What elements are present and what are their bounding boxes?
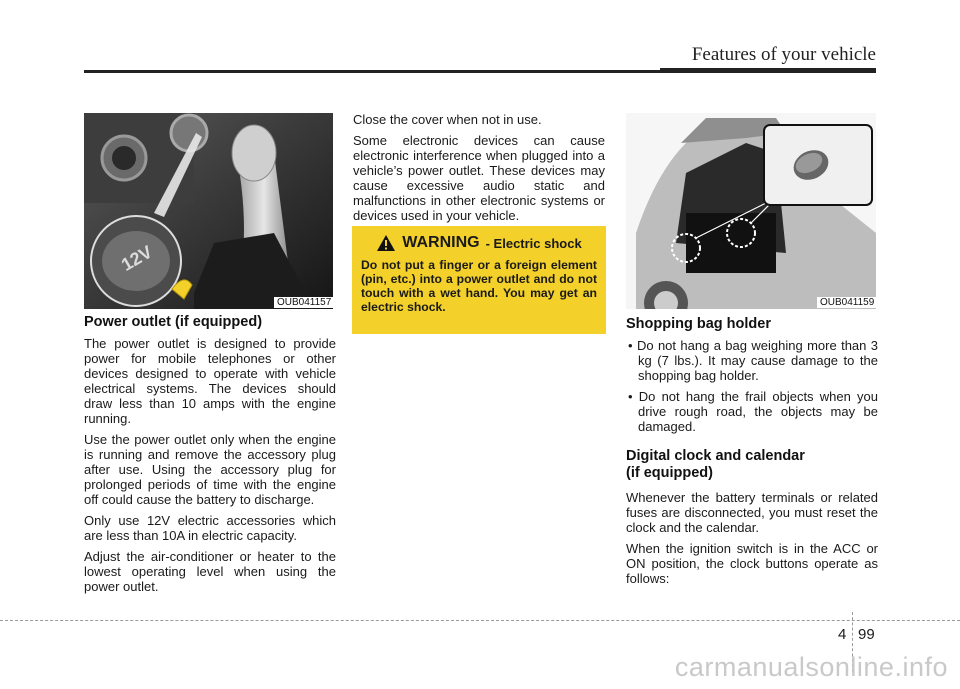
header-rule-accent	[660, 68, 876, 73]
power-outlet-paragraph-1: The power outlet is designed to provide power for mobile telephones or other devices designed to operate with vehicle electrical systems. The devices should draw less than 10 amps with the engine running.	[84, 336, 336, 426]
list-item: • Do not hang a bag weighing more than 3 kg (7 lbs.). It may cause damage to the shopping bag holder.	[628, 338, 878, 383]
warning-label: WARNING	[402, 234, 480, 251]
clock-heading	[626, 448, 878, 482]
figure-code-left: OUB041157	[274, 297, 334, 308]
clock-heading-line-2: (if equipped)	[626, 465, 713, 481]
watermark: carmanualsonline.info	[674, 652, 948, 682]
power-outlet-paragraph-2: Use the power outlet only when the engine is running and remove the accessory plug after use. Using the accessory plug for prolonged periods of time with the engine off could cause the battery to discharge.	[84, 432, 336, 507]
power-outlet-paragraph-3: Only use 12V electric accessories which are less than 10A in electric capacity.	[84, 513, 336, 543]
power-outlet-heading: Power outlet (if equipped)	[84, 314, 263, 330]
power-outlet-figure	[84, 113, 333, 309]
page-number: 99	[858, 626, 875, 643]
power-outlet-illustration	[84, 113, 333, 309]
running-header: Features of your vehicle	[691, 44, 876, 65]
shopping-bag-holder-figure	[626, 113, 876, 309]
trunk-illustration	[626, 113, 876, 309]
shopping-bag-list	[626, 338, 878, 434]
clock-heading-line-1: Digital clock and calendar	[626, 448, 805, 464]
chapter-number: 4	[838, 626, 847, 643]
close-cover-paragraph: Close the cover when not in use.	[353, 112, 542, 127]
shopping-bag-heading: Shopping bag holder	[626, 316, 771, 332]
warning-box	[352, 226, 606, 334]
interference-paragraph: Some electronic devices can cause electronic interference when plugged into a vehicle’s power outlet. These devices may cause excessive audio static and malfunctions in other electronic systems or devices used in your vehicle.	[353, 133, 605, 223]
list-item: • Do not hang the frail objects when you drive rough road, the objects may be damaged.	[628, 389, 878, 434]
warning-body: Do not put a finger or a foreign element (pin, etc.) into a power outlet and do not touch with a wet hand. You may get an electric shock.	[361, 258, 597, 314]
bullet-text-1: Do not hang a bag weighing more than 3 kg (7 lbs.). It may cause damage to the shopping bag holder.	[636, 338, 878, 383]
bullet-text-2: Do not hang the frail objects when you drive rough road, the objects may be damaged.	[638, 389, 878, 434]
figure-code-right: OUB041159	[817, 297, 877, 308]
socket-label: 12V	[117, 241, 156, 275]
power-outlet-paragraph-4: Adjust the air-conditioner or heater to the lowest operating level when using the power outlet.	[84, 549, 336, 594]
footer-rule	[0, 620, 960, 621]
clock-paragraph-1: Whenever the battery terminals or related fuses are disconnected, you must reset the clock and the calendar.	[626, 490, 878, 535]
warning-subtitle: - Electric shock	[485, 235, 582, 251]
clock-paragraph-2: When the ignition switch is in the ACC or ON position, the clock buttons operate as follows:	[626, 541, 878, 586]
warning-title	[361, 234, 597, 252]
warning-triangle-icon	[376, 234, 396, 252]
